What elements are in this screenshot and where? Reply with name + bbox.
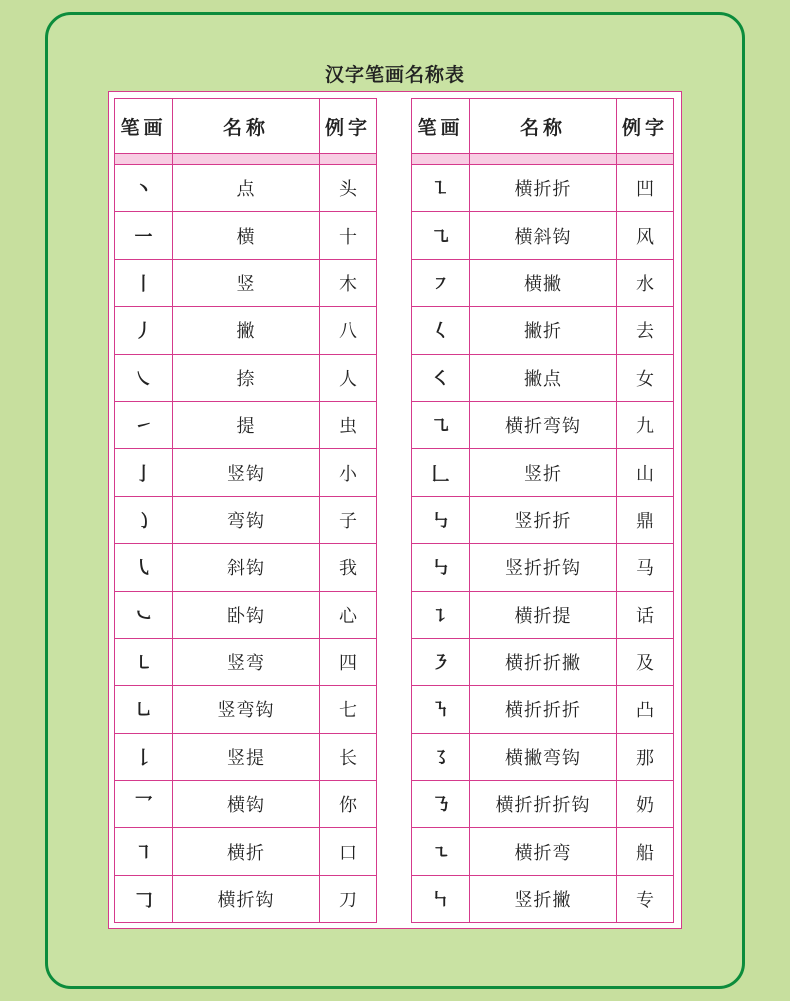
name-cell: 捺 xyxy=(173,354,320,401)
example-cell: 刀 xyxy=(320,875,377,922)
table-row xyxy=(412,544,674,591)
stroke-cell: ㇕ xyxy=(115,828,173,875)
name-cell: 横折提 xyxy=(470,591,617,638)
name-cell: 提 xyxy=(173,401,320,448)
left-table-header xyxy=(115,99,377,154)
example-cell: 水 xyxy=(617,259,674,306)
example-cell: 我 xyxy=(320,544,377,591)
example-cell: 你 xyxy=(320,781,377,828)
table-row xyxy=(412,875,674,922)
stroke-cell: ㇡ xyxy=(412,781,470,828)
name-cell: 撇 xyxy=(173,307,320,354)
table-row xyxy=(115,259,377,306)
stroke-cell: 丿 xyxy=(115,307,173,354)
name-cell: 斜钩 xyxy=(173,544,320,591)
table-row xyxy=(115,307,377,354)
example-cell: 马 xyxy=(617,544,674,591)
example-cell: 奶 xyxy=(617,781,674,828)
name-cell: 横撇 xyxy=(470,259,617,306)
name-cell: 横撇弯钩 xyxy=(470,733,617,780)
table-row xyxy=(412,307,674,354)
table-row xyxy=(115,354,377,401)
header-stroke: 笔画 xyxy=(115,99,173,154)
example-cell: 十 xyxy=(320,212,377,259)
example-cell: 去 xyxy=(617,307,674,354)
left-stroke-table xyxy=(114,98,377,923)
stroke-cell: ㇊ xyxy=(412,591,470,638)
stroke-cell: 𠃊 xyxy=(412,449,470,496)
example-cell: 船 xyxy=(617,828,674,875)
example-cell: 子 xyxy=(320,496,377,543)
header-example: 例字 xyxy=(320,99,377,154)
name-cell: 横钩 xyxy=(173,781,320,828)
name-cell: 竖弯 xyxy=(173,638,320,685)
name-cell: 弯钩 xyxy=(173,496,320,543)
table-row xyxy=(115,875,377,922)
example-cell: 九 xyxy=(617,401,674,448)
stroke-cell: ㇉ xyxy=(412,544,470,591)
table-row xyxy=(412,212,674,259)
example-cell: 头 xyxy=(320,165,377,212)
table-row xyxy=(412,686,674,733)
table-row xyxy=(115,686,377,733)
name-cell: 竖折折钩 xyxy=(470,544,617,591)
stroke-cell: ㇈ xyxy=(412,212,470,259)
name-cell: 横斜钩 xyxy=(470,212,617,259)
stroke-cell: ㇅ xyxy=(412,165,470,212)
table-row xyxy=(115,401,377,448)
stroke-cell: ㇍ xyxy=(412,828,470,875)
name-cell: 撇折 xyxy=(470,307,617,354)
stroke-cell: 𠄌 xyxy=(115,733,173,780)
header-name: 名称 xyxy=(173,99,320,154)
header-name: 名称 xyxy=(470,99,617,154)
stroke-cell: ㇞ xyxy=(412,875,470,922)
table-row xyxy=(115,496,377,543)
table-row xyxy=(115,449,377,496)
stroke-cell: 𠃌 xyxy=(115,875,173,922)
name-cell: 竖 xyxy=(173,259,320,306)
table-row xyxy=(412,781,674,828)
table-row xyxy=(412,591,674,638)
header-stroke: 笔画 xyxy=(412,99,470,154)
example-cell: 那 xyxy=(617,733,674,780)
stroke-cell: ㇌ xyxy=(412,733,470,780)
name-cell: 横折弯 xyxy=(470,828,617,875)
table-row xyxy=(412,496,674,543)
table-row xyxy=(412,354,674,401)
stroke-cell: ㇏ xyxy=(115,354,173,401)
example-cell: 凹 xyxy=(617,165,674,212)
name-cell: 竖提 xyxy=(173,733,320,780)
example-cell: 虫 xyxy=(320,401,377,448)
right-stroke-table xyxy=(411,98,674,923)
table-row xyxy=(115,733,377,780)
example-cell: 及 xyxy=(617,638,674,685)
stroke-cell: 一 xyxy=(115,212,173,259)
stroke-cell: ㇉ xyxy=(412,496,470,543)
stroke-cell: ㇀ xyxy=(115,401,173,448)
example-cell: 口 xyxy=(320,828,377,875)
name-cell: 横 xyxy=(173,212,320,259)
table-row xyxy=(412,449,674,496)
table-row xyxy=(412,733,674,780)
name-cell: 撇点 xyxy=(470,354,617,401)
stroke-cell: ㇈ xyxy=(412,401,470,448)
name-cell: 横折折 xyxy=(470,165,617,212)
example-cell: 风 xyxy=(617,212,674,259)
example-cell: 小 xyxy=(320,449,377,496)
name-cell: 卧钩 xyxy=(173,591,320,638)
stroke-cell: ㇎ xyxy=(412,686,470,733)
name-cell: 竖折 xyxy=(470,449,617,496)
name-cell: 竖折折 xyxy=(470,496,617,543)
stroke-cell: ㇋ xyxy=(412,638,470,685)
name-cell: 横折 xyxy=(173,828,320,875)
page-title: 汉字笔画名称表 xyxy=(324,64,465,86)
table-row xyxy=(412,259,674,306)
table-row xyxy=(412,828,674,875)
stroke-cell: 亅 xyxy=(115,449,173,496)
table-row xyxy=(412,638,674,685)
table-row xyxy=(115,212,377,259)
table-row xyxy=(412,165,674,212)
table-gutter xyxy=(378,92,409,928)
name-cell: 横折弯钩 xyxy=(470,401,617,448)
right-header-band xyxy=(412,154,674,165)
example-cell: 鼎 xyxy=(617,496,674,543)
example-cell: 话 xyxy=(617,591,674,638)
example-cell: 长 xyxy=(320,733,377,780)
stroke-cell: 𡿨 xyxy=(412,307,470,354)
name-cell: 竖钩 xyxy=(173,449,320,496)
example-cell: 心 xyxy=(320,591,377,638)
name-cell: 点 xyxy=(173,165,320,212)
stroke-cell: ㇇ xyxy=(412,259,470,306)
example-cell: 山 xyxy=(617,449,674,496)
stroke-cell: ㇁ xyxy=(115,496,173,543)
name-cell: 横折折撇 xyxy=(470,638,617,685)
right-table-header xyxy=(412,99,674,154)
stroke-cell: ㇄ xyxy=(115,638,173,685)
table-row xyxy=(115,828,377,875)
example-cell: 八 xyxy=(320,307,377,354)
stroke-cell: 乛 xyxy=(115,781,173,828)
table-row xyxy=(115,781,377,828)
example-cell: 木 xyxy=(320,259,377,306)
stroke-cell: ㇛ xyxy=(412,354,470,401)
example-cell: 专 xyxy=(617,875,674,922)
stroke-cell: 丶 xyxy=(115,165,173,212)
name-cell: 竖弯钩 xyxy=(173,686,320,733)
table-row xyxy=(115,591,377,638)
example-cell: 七 xyxy=(320,686,377,733)
name-cell: 横折钩 xyxy=(173,875,320,922)
name-cell: 横折折折 xyxy=(470,686,617,733)
name-cell: 竖折撇 xyxy=(470,875,617,922)
table-row xyxy=(115,638,377,685)
name-cell: 横折折折钩 xyxy=(470,781,617,828)
stroke-cell: ㇃ xyxy=(115,591,173,638)
left-header-band xyxy=(115,154,377,165)
table-row xyxy=(115,165,377,212)
example-cell: 女 xyxy=(617,354,674,401)
stroke-cell: ㇂ xyxy=(115,544,173,591)
header-example: 例字 xyxy=(617,99,674,154)
stroke-cell: ㇟ xyxy=(115,686,173,733)
example-cell: 人 xyxy=(320,354,377,401)
example-cell: 凸 xyxy=(617,686,674,733)
table-row xyxy=(115,544,377,591)
example-cell: 四 xyxy=(320,638,377,685)
stroke-cell: 丨 xyxy=(115,259,173,306)
table-row xyxy=(412,401,674,448)
